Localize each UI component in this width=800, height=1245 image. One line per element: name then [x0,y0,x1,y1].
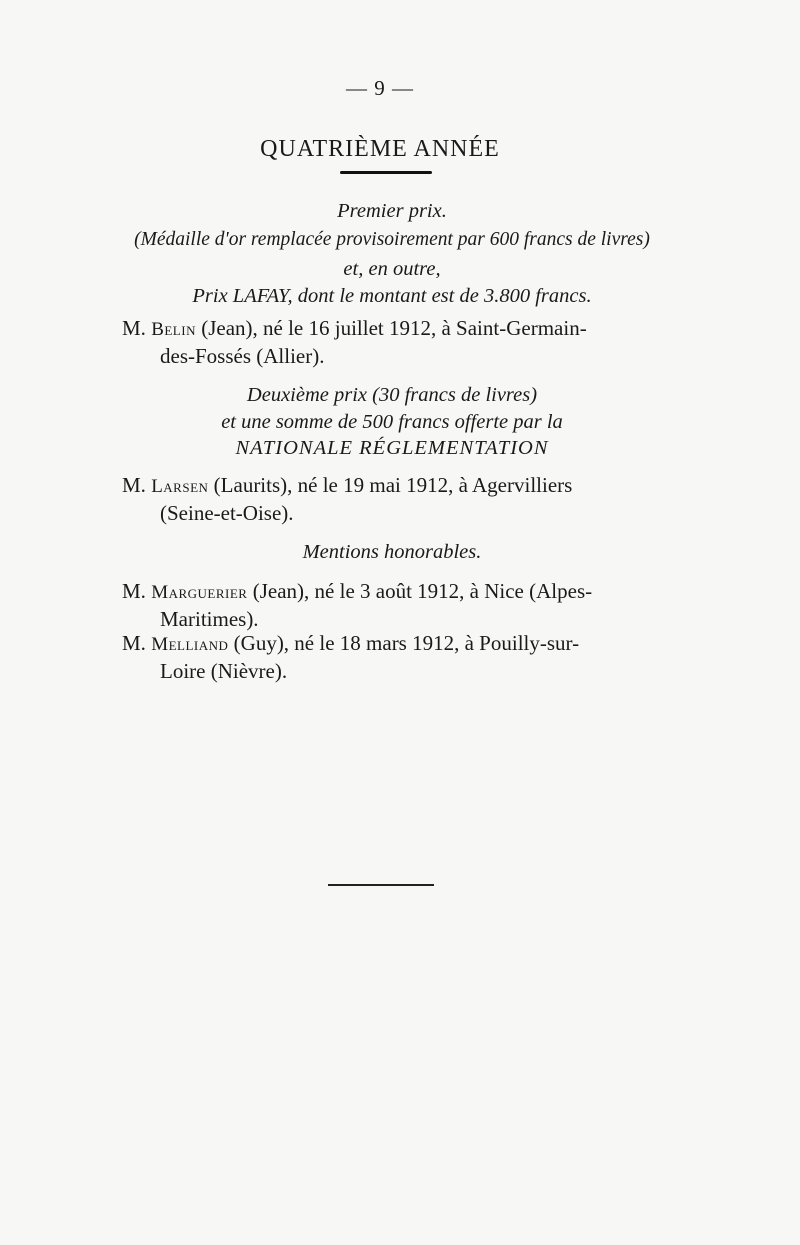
winner-details: (Laurits), né le 19 mai 1912, à Agervilliers [213,473,573,497]
winner-entry [122,578,682,632]
prize-title: Deuxième prix (30 francs de livres) [246,384,538,406]
winner-entry [122,472,682,526]
prize-description: et, en outre, [343,258,441,280]
winner-entry [122,630,682,684]
page-heading: QUATRIÈME ANNÉE [260,136,500,162]
prize-description: Prix LAFAY, dont le montant est de 3.800 francs. [192,285,592,307]
prize-title: Mentions honorables. [302,541,482,563]
winner-entry [122,315,682,369]
winner-prefix: M. [122,316,146,340]
winner-details: (Jean), né le 16 juillet 1912, à Saint-Germain- [201,316,587,340]
winner-surname: Marguerier [151,582,248,603]
winner-details-continued: Maritimes). [160,607,259,631]
winner-surname: Melliand [151,634,229,655]
winner-prefix: M. [122,631,146,655]
winner-details-continued: (Seine-et-Oise). [160,501,294,525]
prize-description: (Médaille d'or remplacée provisoirement par 600 francs de livres) [134,229,650,250]
winner-details: (Jean), né le 3 août 1912, à Nice (Alpes- [252,579,593,603]
winner-prefix: M. [122,579,146,603]
winner-surname: Belin [151,319,196,340]
prize-title: Premier prix. [337,200,447,222]
heading-underline [340,171,432,174]
winner-details: (Guy), né le 18 mars 1912, à Pouilly-sur- [233,631,580,655]
page-number: — 9 — [346,76,414,100]
end-rule [328,884,434,886]
winner-details-continued: Loire (Nièvre). [160,659,288,683]
winner-surname: Larsen [151,476,209,497]
prize-description: et une somme de 500 francs offerte par la [221,411,563,433]
winner-prefix: M. [122,473,146,497]
prize-sponsor: NATIONALE RÉGLEMENTATION [235,437,549,459]
winner-details-continued: des-Fossés (Allier). [160,344,325,368]
